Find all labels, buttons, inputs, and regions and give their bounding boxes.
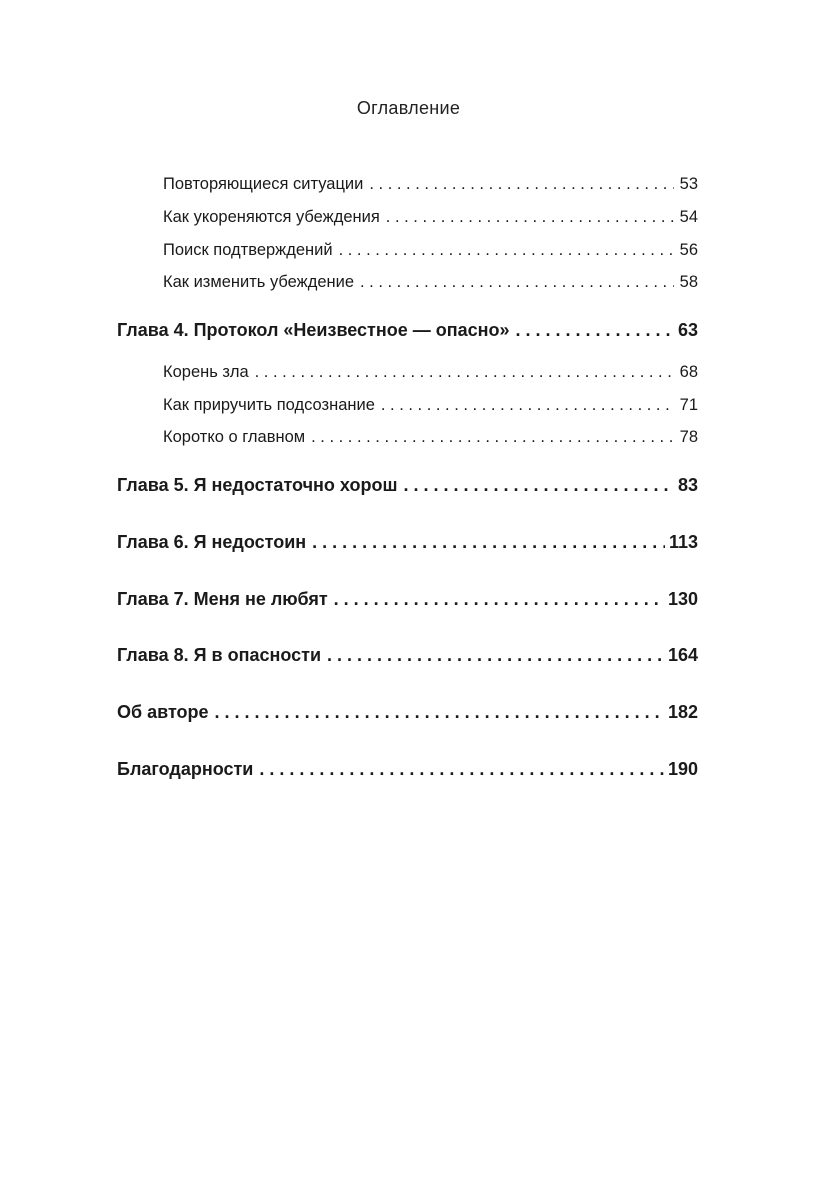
toc-entry-page: 71	[679, 396, 698, 414]
toc-entry-title: Как приручить подсознание	[163, 396, 375, 414]
toc-entry-page: 58	[679, 273, 698, 291]
toc-entry-title: Глава 8. Я в опасности	[117, 645, 322, 665]
dot-leader	[312, 529, 665, 555]
toc-entry-title: Коротко о главном	[163, 428, 306, 446]
toc-entry-chapter	[117, 472, 698, 498]
toc-entry-page: 53	[679, 175, 698, 193]
toc-entry-page: 68	[679, 363, 698, 381]
toc-entry-title: Корень зла	[163, 363, 249, 381]
dot-leader	[403, 472, 674, 498]
toc-entry-chapter	[117, 586, 698, 612]
toc-entry-page: 164	[667, 645, 698, 665]
dot-leader	[369, 172, 674, 196]
toc-entry-title: Глава 6. Я недостоин	[117, 532, 307, 552]
toc-entry-chapter	[117, 756, 698, 782]
toc-entry-page: 54	[679, 208, 698, 226]
toc-entry-page: 113	[668, 532, 698, 552]
toc-entry-title: Глава 5. Я недостаточно хорош	[117, 475, 398, 495]
toc-entry-title: Благодарности	[117, 759, 254, 779]
toc-entry-title: Глава 4. Протокол «Неизвестное — опасно»	[117, 320, 510, 340]
dot-leader	[386, 205, 674, 229]
dot-leader	[215, 699, 664, 725]
toc-entry-chapter	[117, 317, 698, 343]
toc-entry-page: 190	[667, 759, 698, 779]
toc-entry-chapter	[117, 699, 698, 725]
toc-entry-sub	[163, 270, 698, 294]
toc-entry-sub	[163, 393, 698, 417]
toc-entry-sub	[163, 360, 698, 384]
toc-entry-title: Об авторе	[117, 702, 209, 722]
dot-leader	[255, 360, 674, 384]
dot-leader	[327, 642, 664, 668]
toc-entry-page: 83	[677, 475, 698, 495]
toc-entry-chapter	[117, 642, 698, 668]
toc-entry-title: Глава 7. Меня не любят	[117, 589, 328, 609]
dot-leader	[311, 425, 674, 449]
dot-leader	[381, 393, 674, 417]
dot-leader	[259, 756, 664, 782]
toc-entry-sub	[163, 205, 698, 229]
toc-entry-page: 56	[679, 241, 698, 259]
toc-entry-sub	[163, 172, 698, 196]
dot-leader	[360, 270, 674, 294]
running-header: Оглавление	[356, 98, 461, 118]
toc-entry-title: Как укореняются убеждения	[163, 208, 380, 226]
toc-entry-page: 130	[667, 589, 698, 609]
dot-leader	[334, 586, 664, 612]
toc-entry-title: Как изменить убеждение	[163, 273, 354, 291]
toc-entry-chapter	[117, 529, 698, 555]
toc-entry-title: Повторяющиеся ситуации	[163, 175, 364, 193]
dot-leader	[516, 317, 674, 343]
toc-entry-page: 182	[667, 702, 698, 722]
dot-leader	[339, 238, 674, 262]
toc-entry-page: 78	[679, 428, 698, 446]
toc-entry-sub	[163, 425, 698, 449]
toc-entry-sub	[163, 238, 698, 262]
toc-entry-title: Поиск подтверждений	[163, 241, 333, 259]
toc-entry-page: 63	[677, 320, 698, 340]
